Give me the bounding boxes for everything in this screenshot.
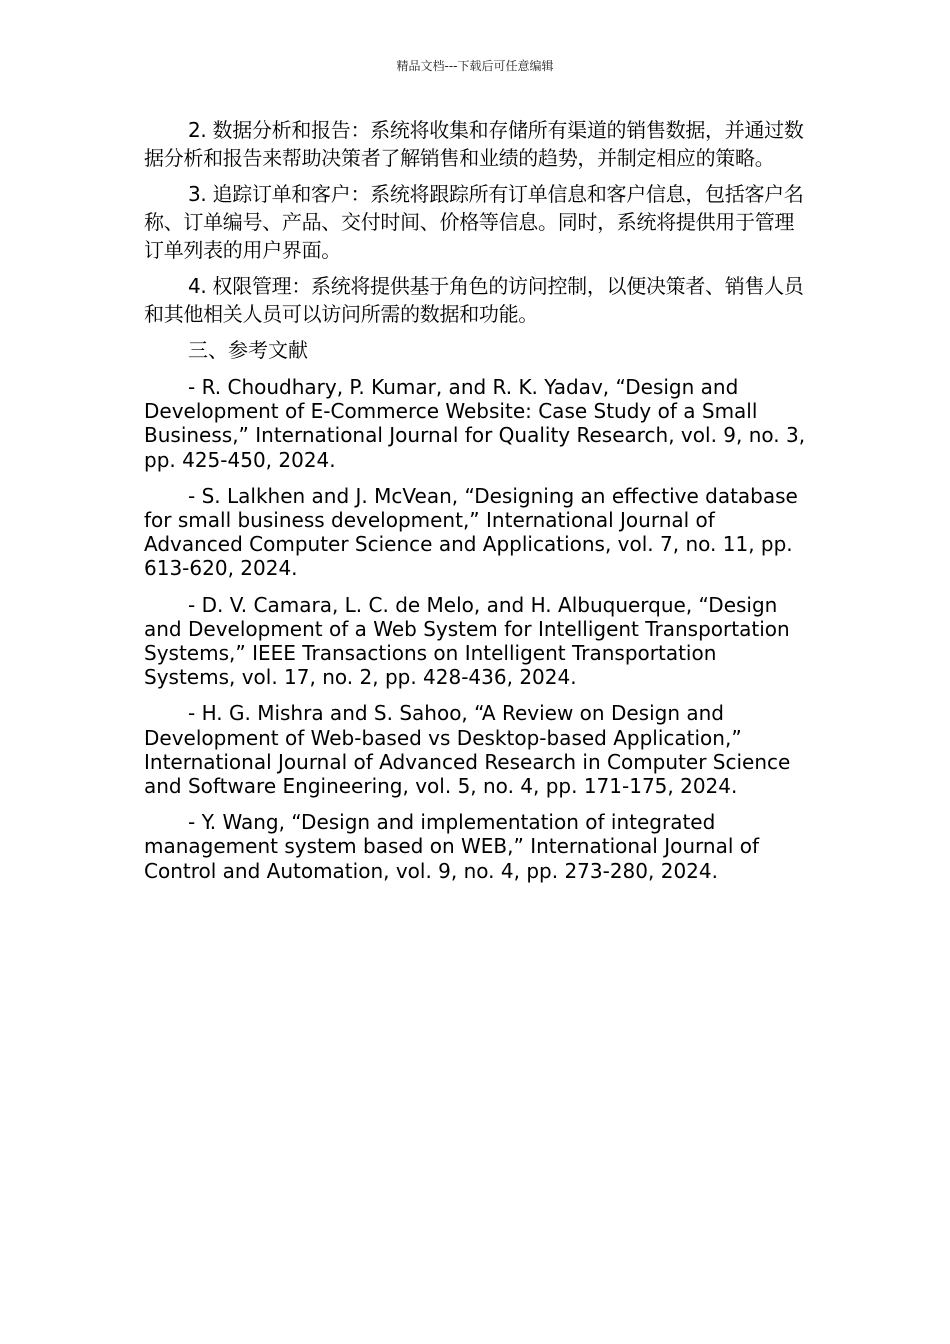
references-heading: 三、参考文献 <box>188 338 308 362</box>
reference-item: - D. V. Camara, L. C. de Melo, and H. Albuquerque, “Design and Development of a Web System for Intelligent Transportation Systems,” IEEE Transactions on Intelligent Transportation Systems, vol. 17, no. 2, pp. 428-436, 2024. <box>144 592 790 690</box>
paragraph-data-analysis: 2. 数据分析和报告：系统将收集和存储所有渠道的销售数据，并通过数据分析和报告来帮助决策者了解销售和业绩的趋势，并制定相应的策略。 <box>144 118 804 170</box>
paragraph-order-tracking: 3. 追踪订单和客户：系统将跟踪所有订单信息和客户信息，包括客户名称、订单编号、产品、交付时间、价格等信息。同时，系统将提供用于管理订单列表的用户界面。 <box>144 182 804 262</box>
reference-item: - H. G. Mishra and S. Sahoo, “A Review on Design and Development of Web-based vs Desktop-based Application,” International Journal of Advanced Research in Computer Science and Software Engineering, vol. 5, no. 4, pp. 171-175, 2024. <box>144 701 791 799</box>
reference-item: - Y. Wang, “Design and implementation of integrated management system based on WEB,” International Journal of Control and Automation, vol. 9, no. 4, pp. 273-280, 2024. <box>144 810 760 883</box>
document-body <box>144 116 810 895</box>
page-header: 精品文档---下载后可任意编辑 <box>396 59 554 73</box>
reference-item: - S. Lalkhen and J. McVean, “Designing an effective database for small business development,” International Journal of Advanced Computer Science and Applications, vol. 7, no. 11, pp. 613-620, 2024. <box>144 483 798 581</box>
paragraph-permission-management: 4. 权限管理：系统将提供基于角色的访问控制，以便决策者、销售人员和其他相关人员可以访问所需的数据和功能。 <box>144 274 804 326</box>
reference-item: - R. Choudhary, P. Kumar, and R. K. Yadav, “Design and Development of E-Commerce Website: Case Study of a Small Business,” International Journal for Quality Research, vol. 9, no. 3, pp. 425-450, 2024. <box>144 375 806 472</box>
